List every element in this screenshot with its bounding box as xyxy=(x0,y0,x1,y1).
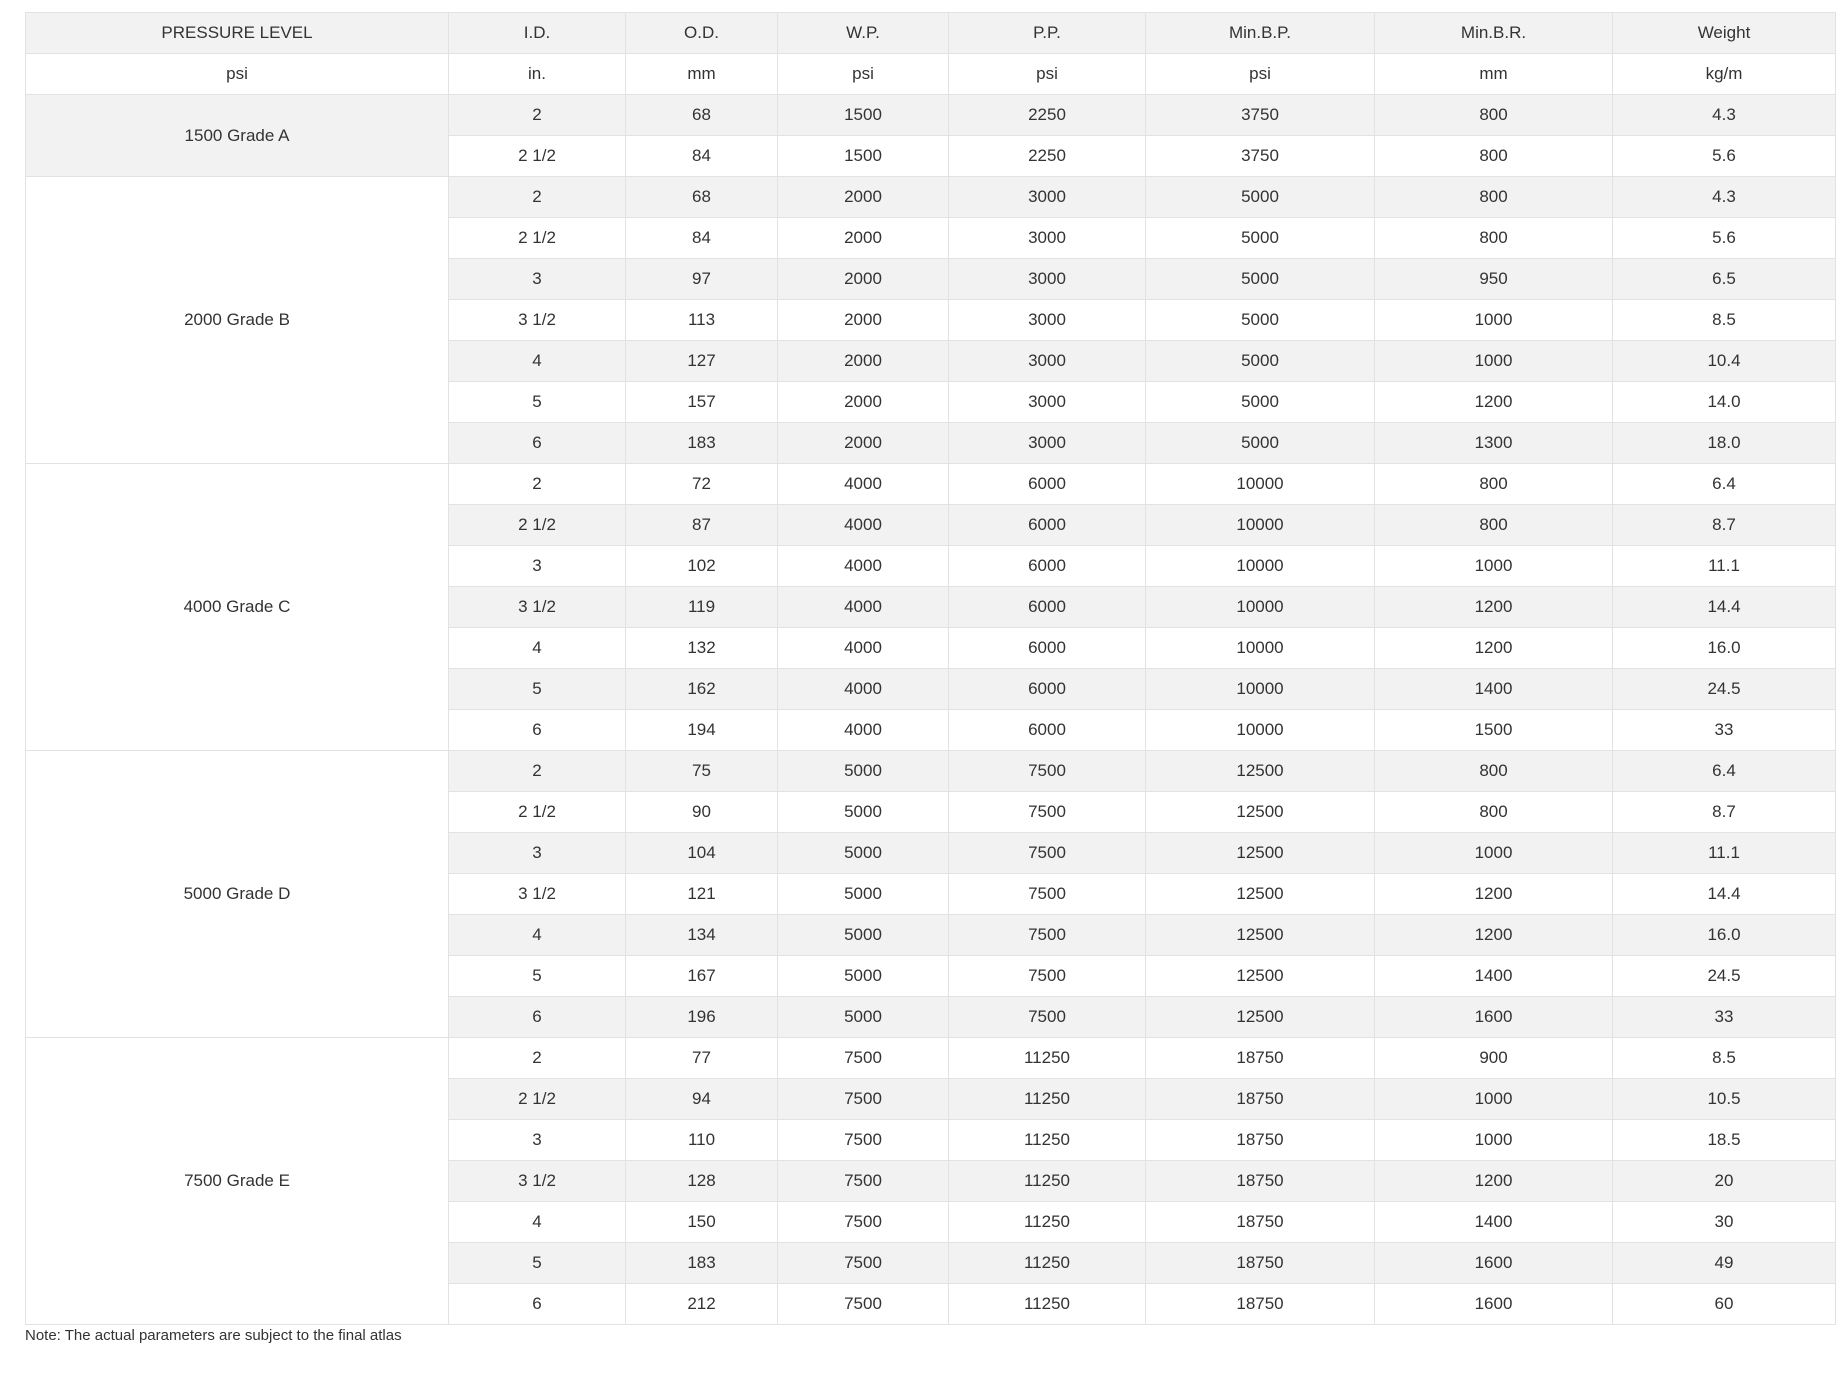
table-cell: 3 xyxy=(449,546,626,587)
table-cell: 11.1 xyxy=(1613,546,1836,587)
table-cell: 10000 xyxy=(1146,669,1375,710)
table-cell: 5000 xyxy=(778,997,949,1038)
table-cell: 121 xyxy=(626,874,778,915)
table-cell: 157 xyxy=(626,382,778,423)
table-cell: 1000 xyxy=(1375,1120,1613,1161)
table-cell: 7500 xyxy=(949,956,1146,997)
table-cell: 2000 xyxy=(778,382,949,423)
unit-cell: psi xyxy=(949,54,1146,95)
table-cell: 11250 xyxy=(949,1079,1146,1120)
table-cell: 2 1/2 xyxy=(449,1079,626,1120)
table-cell: 212 xyxy=(626,1284,778,1325)
table-cell: 16.0 xyxy=(1613,915,1836,956)
table-cell: 800 xyxy=(1375,505,1613,546)
table-cell: 2 xyxy=(449,464,626,505)
table-cell: 7500 xyxy=(778,1161,949,1202)
table-cell: 800 xyxy=(1375,464,1613,505)
table-row xyxy=(26,177,1836,218)
table-cell: 4 xyxy=(449,1202,626,1243)
units-row xyxy=(26,54,1836,95)
table-cell: 14.4 xyxy=(1613,874,1836,915)
table-cell: 5000 xyxy=(778,751,949,792)
table-cell: 5 xyxy=(449,382,626,423)
table-cell: 5000 xyxy=(1146,218,1375,259)
table-row xyxy=(26,464,1836,505)
table-cell: 5000 xyxy=(778,874,949,915)
table-cell: 900 xyxy=(1375,1038,1613,1079)
table-cell: 7500 xyxy=(778,1243,949,1284)
table-cell: 84 xyxy=(626,136,778,177)
table-cell: 1200 xyxy=(1375,915,1613,956)
table-cell: 5000 xyxy=(778,792,949,833)
table-cell: 194 xyxy=(626,710,778,751)
table-cell: 110 xyxy=(626,1120,778,1161)
table-cell: 800 xyxy=(1375,177,1613,218)
table-cell: 18750 xyxy=(1146,1161,1375,1202)
table-cell: 5 xyxy=(449,956,626,997)
table-cell: 3 1/2 xyxy=(449,874,626,915)
table-cell: 12500 xyxy=(1146,874,1375,915)
table-cell: 102 xyxy=(626,546,778,587)
table-cell: 2000 xyxy=(778,423,949,464)
table-cell: 12500 xyxy=(1146,915,1375,956)
table-cell: 8.7 xyxy=(1613,505,1836,546)
table-cell: 162 xyxy=(626,669,778,710)
table-cell: 3 1/2 xyxy=(449,300,626,341)
table-cell: 196 xyxy=(626,997,778,1038)
table-cell: 12500 xyxy=(1146,956,1375,997)
table-cell: 1000 xyxy=(1375,833,1613,874)
table-cell: 119 xyxy=(626,587,778,628)
table-cell: 3750 xyxy=(1146,95,1375,136)
table-cell: 1600 xyxy=(1375,997,1613,1038)
table-cell: 4.3 xyxy=(1613,177,1836,218)
unit-cell: psi xyxy=(26,54,449,95)
table-cell: 6000 xyxy=(949,587,1146,628)
table-cell: 4000 xyxy=(778,546,949,587)
table-cell: 1200 xyxy=(1375,1161,1613,1202)
unit-cell: psi xyxy=(1146,54,1375,95)
table-cell: 72 xyxy=(626,464,778,505)
pressure-level-cell: 1500 Grade A xyxy=(26,95,449,177)
table-cell: 7500 xyxy=(778,1202,949,1243)
header-cell: W.P. xyxy=(778,13,949,54)
table-cell: 18750 xyxy=(1146,1038,1375,1079)
table-cell: 2000 xyxy=(778,341,949,382)
table-cell: 11.1 xyxy=(1613,833,1836,874)
table-cell: 6000 xyxy=(949,628,1146,669)
table-cell: 3750 xyxy=(1146,136,1375,177)
table-cell: 4.3 xyxy=(1613,95,1836,136)
table-cell: 2000 xyxy=(778,177,949,218)
table-cell: 1400 xyxy=(1375,669,1613,710)
table-row xyxy=(26,95,1836,136)
table-cell: 3000 xyxy=(949,382,1146,423)
table-cell: 24.5 xyxy=(1613,669,1836,710)
hose-spec-table xyxy=(25,12,1836,1325)
table-cell: 33 xyxy=(1613,710,1836,751)
table-cell: 128 xyxy=(626,1161,778,1202)
table-cell: 2 xyxy=(449,177,626,218)
table-cell: 8.5 xyxy=(1613,1038,1836,1079)
table-cell: 8.5 xyxy=(1613,300,1836,341)
table-cell: 77 xyxy=(626,1038,778,1079)
table-cell: 6 xyxy=(449,423,626,464)
table-cell: 1600 xyxy=(1375,1243,1613,1284)
table-cell: 94 xyxy=(626,1079,778,1120)
table-cell: 4000 xyxy=(778,710,949,751)
table-cell: 7500 xyxy=(949,915,1146,956)
unit-cell: in. xyxy=(449,54,626,95)
table-cell: 49 xyxy=(1613,1243,1836,1284)
table-cell: 132 xyxy=(626,628,778,669)
table-cell: 18750 xyxy=(1146,1284,1375,1325)
table-cell: 7500 xyxy=(778,1079,949,1120)
pressure-level-cell: 4000 Grade C xyxy=(26,464,449,751)
table-cell: 5000 xyxy=(1146,423,1375,464)
table-cell: 5000 xyxy=(1146,259,1375,300)
table-cell: 11250 xyxy=(949,1120,1146,1161)
table-cell: 90 xyxy=(626,792,778,833)
table-cell: 2 xyxy=(449,95,626,136)
table-cell: 60 xyxy=(1613,1284,1836,1325)
table-cell: 1000 xyxy=(1375,341,1613,382)
table-cell: 84 xyxy=(626,218,778,259)
unit-cell: mm xyxy=(626,54,778,95)
table-cell: 6000 xyxy=(949,464,1146,505)
pressure-level-cell: 2000 Grade B xyxy=(26,177,449,464)
table-cell: 6.5 xyxy=(1613,259,1836,300)
header-cell: I.D. xyxy=(449,13,626,54)
header-cell: PRESSURE LEVEL xyxy=(26,13,449,54)
table-cell: 1600 xyxy=(1375,1284,1613,1325)
table-cell: 11250 xyxy=(949,1161,1146,1202)
table-cell: 6 xyxy=(449,997,626,1038)
table-cell: 14.4 xyxy=(1613,587,1836,628)
table-cell: 18750 xyxy=(1146,1120,1375,1161)
table-cell: 3000 xyxy=(949,300,1146,341)
header-cell: Min.B.P. xyxy=(1146,13,1375,54)
table-row xyxy=(26,751,1836,792)
table-cell: 6000 xyxy=(949,669,1146,710)
table-cell: 3000 xyxy=(949,259,1146,300)
table-cell: 5000 xyxy=(1146,300,1375,341)
table-cell: 1000 xyxy=(1375,1079,1613,1120)
table-cell: 6.4 xyxy=(1613,751,1836,792)
pressure-level-cell: 7500 Grade E xyxy=(26,1038,449,1325)
table-cell: 10000 xyxy=(1146,710,1375,751)
table-cell: 20 xyxy=(1613,1161,1836,1202)
table-cell: 5000 xyxy=(1146,341,1375,382)
table-cell: 5000 xyxy=(778,956,949,997)
table-cell: 3000 xyxy=(949,341,1146,382)
table-cell: 4000 xyxy=(778,464,949,505)
table-cell: 10000 xyxy=(1146,464,1375,505)
table-cell: 950 xyxy=(1375,259,1613,300)
table-cell: 18750 xyxy=(1146,1202,1375,1243)
table-cell: 1400 xyxy=(1375,1202,1613,1243)
table-cell: 2000 xyxy=(778,218,949,259)
table-cell: 2 1/2 xyxy=(449,505,626,546)
table-cell: 6.4 xyxy=(1613,464,1836,505)
table-cell: 5 xyxy=(449,1243,626,1284)
table-cell: 11250 xyxy=(949,1284,1146,1325)
table-cell: 6000 xyxy=(949,505,1146,546)
table-cell: 7500 xyxy=(949,833,1146,874)
table-cell: 10.4 xyxy=(1613,341,1836,382)
table-cell: 8.7 xyxy=(1613,792,1836,833)
table-cell: 7500 xyxy=(778,1120,949,1161)
table-cell: 4 xyxy=(449,628,626,669)
table-cell: 104 xyxy=(626,833,778,874)
unit-cell: psi xyxy=(778,54,949,95)
table-cell: 12500 xyxy=(1146,792,1375,833)
table-cell: 4000 xyxy=(778,505,949,546)
header-cell: Min.B.R. xyxy=(1375,13,1613,54)
table-cell: 4 xyxy=(449,915,626,956)
table-cell: 6000 xyxy=(949,710,1146,751)
header-cell: P.P. xyxy=(949,13,1146,54)
table-cell: 7500 xyxy=(778,1284,949,1325)
table-cell: 87 xyxy=(626,505,778,546)
table-cell: 167 xyxy=(626,956,778,997)
unit-cell: kg/m xyxy=(1613,54,1836,95)
table-cell: 7500 xyxy=(949,997,1146,1038)
table-cell: 5000 xyxy=(1146,177,1375,218)
header-cell: O.D. xyxy=(626,13,778,54)
table-cell: 4000 xyxy=(778,587,949,628)
table-cell: 4 xyxy=(449,341,626,382)
table-cell: 11250 xyxy=(949,1243,1146,1284)
table-cell: 14.0 xyxy=(1613,382,1836,423)
table-cell: 10000 xyxy=(1146,628,1375,669)
table-cell: 2 1/2 xyxy=(449,218,626,259)
table-cell: 7500 xyxy=(949,874,1146,915)
table-cell: 68 xyxy=(626,177,778,218)
table-cell: 113 xyxy=(626,300,778,341)
table-cell: 1400 xyxy=(1375,956,1613,997)
table-cell: 10.5 xyxy=(1613,1079,1836,1120)
table-cell: 183 xyxy=(626,1243,778,1284)
table-cell: 3000 xyxy=(949,218,1146,259)
table-cell: 1200 xyxy=(1375,874,1613,915)
table-cell: 18.5 xyxy=(1613,1120,1836,1161)
table-cell: 6 xyxy=(449,1284,626,1325)
table-cell: 18.0 xyxy=(1613,423,1836,464)
table-cell: 5000 xyxy=(778,833,949,874)
table-cell: 5.6 xyxy=(1613,136,1836,177)
table-cell: 5000 xyxy=(778,915,949,956)
table-body xyxy=(26,95,1836,1325)
table-cell: 6 xyxy=(449,710,626,751)
table-cell: 800 xyxy=(1375,136,1613,177)
table-cell: 1000 xyxy=(1375,546,1613,587)
table-cell: 7500 xyxy=(949,792,1146,833)
table-cell: 30 xyxy=(1613,1202,1836,1243)
table-cell: 2000 xyxy=(778,300,949,341)
table-cell: 2 xyxy=(449,1038,626,1079)
table-cell: 33 xyxy=(1613,997,1836,1038)
table-cell: 1200 xyxy=(1375,628,1613,669)
table-cell: 10000 xyxy=(1146,587,1375,628)
table-cell: 5 xyxy=(449,669,626,710)
table-cell: 12500 xyxy=(1146,751,1375,792)
table-cell: 4000 xyxy=(778,669,949,710)
table-cell: 800 xyxy=(1375,792,1613,833)
table-cell: 3000 xyxy=(949,177,1146,218)
table-cell: 7500 xyxy=(778,1038,949,1079)
table-cell: 5.6 xyxy=(1613,218,1836,259)
table-cell: 11250 xyxy=(949,1038,1146,1079)
header-cell: Weight xyxy=(1613,13,1836,54)
table-cell: 800 xyxy=(1375,751,1613,792)
table-cell: 5000 xyxy=(1146,382,1375,423)
table-cell: 12500 xyxy=(1146,997,1375,1038)
table-cell: 2 xyxy=(449,751,626,792)
unit-cell: mm xyxy=(1375,54,1613,95)
table-cell: 24.5 xyxy=(1613,956,1836,997)
table-cell: 2000 xyxy=(778,259,949,300)
spec-table-container xyxy=(25,12,1835,1344)
pressure-level-cell: 5000 Grade D xyxy=(26,751,449,1038)
table-cell: 75 xyxy=(626,751,778,792)
table-cell: 2250 xyxy=(949,95,1146,136)
table-cell: 1200 xyxy=(1375,587,1613,628)
table-cell: 3000 xyxy=(949,423,1146,464)
table-cell: 68 xyxy=(626,95,778,136)
table-cell: 1500 xyxy=(1375,710,1613,751)
table-cell: 18750 xyxy=(1146,1079,1375,1120)
table-cell: 1000 xyxy=(1375,300,1613,341)
table-cell: 10000 xyxy=(1146,546,1375,587)
footnote: Note: The actual parameters are subject to the final atlas xyxy=(25,1327,402,1344)
table-cell: 7500 xyxy=(949,751,1146,792)
table-cell: 6000 xyxy=(949,546,1146,587)
header-row xyxy=(26,13,1836,54)
table-cell: 150 xyxy=(626,1202,778,1243)
table-cell: 2 1/2 xyxy=(449,136,626,177)
table-cell: 11250 xyxy=(949,1202,1146,1243)
table-row xyxy=(26,1038,1836,1079)
table-cell: 18750 xyxy=(1146,1243,1375,1284)
table-cell: 1200 xyxy=(1375,382,1613,423)
table-cell: 2250 xyxy=(949,136,1146,177)
table-cell: 1500 xyxy=(778,95,949,136)
table-cell: 12500 xyxy=(1146,833,1375,874)
table-cell: 183 xyxy=(626,423,778,464)
table-cell: 3 1/2 xyxy=(449,1161,626,1202)
table-cell: 97 xyxy=(626,259,778,300)
table-cell: 16.0 xyxy=(1613,628,1836,669)
table-cell: 3 1/2 xyxy=(449,587,626,628)
table-cell: 4000 xyxy=(778,628,949,669)
table-cell: 3 xyxy=(449,259,626,300)
table-cell: 800 xyxy=(1375,218,1613,259)
table-cell: 127 xyxy=(626,341,778,382)
table-cell: 3 xyxy=(449,833,626,874)
table-cell: 1500 xyxy=(778,136,949,177)
table-cell: 10000 xyxy=(1146,505,1375,546)
table-cell: 1300 xyxy=(1375,423,1613,464)
table-cell: 3 xyxy=(449,1120,626,1161)
table-cell: 134 xyxy=(626,915,778,956)
table-cell: 800 xyxy=(1375,95,1613,136)
table-cell: 2 1/2 xyxy=(449,792,626,833)
